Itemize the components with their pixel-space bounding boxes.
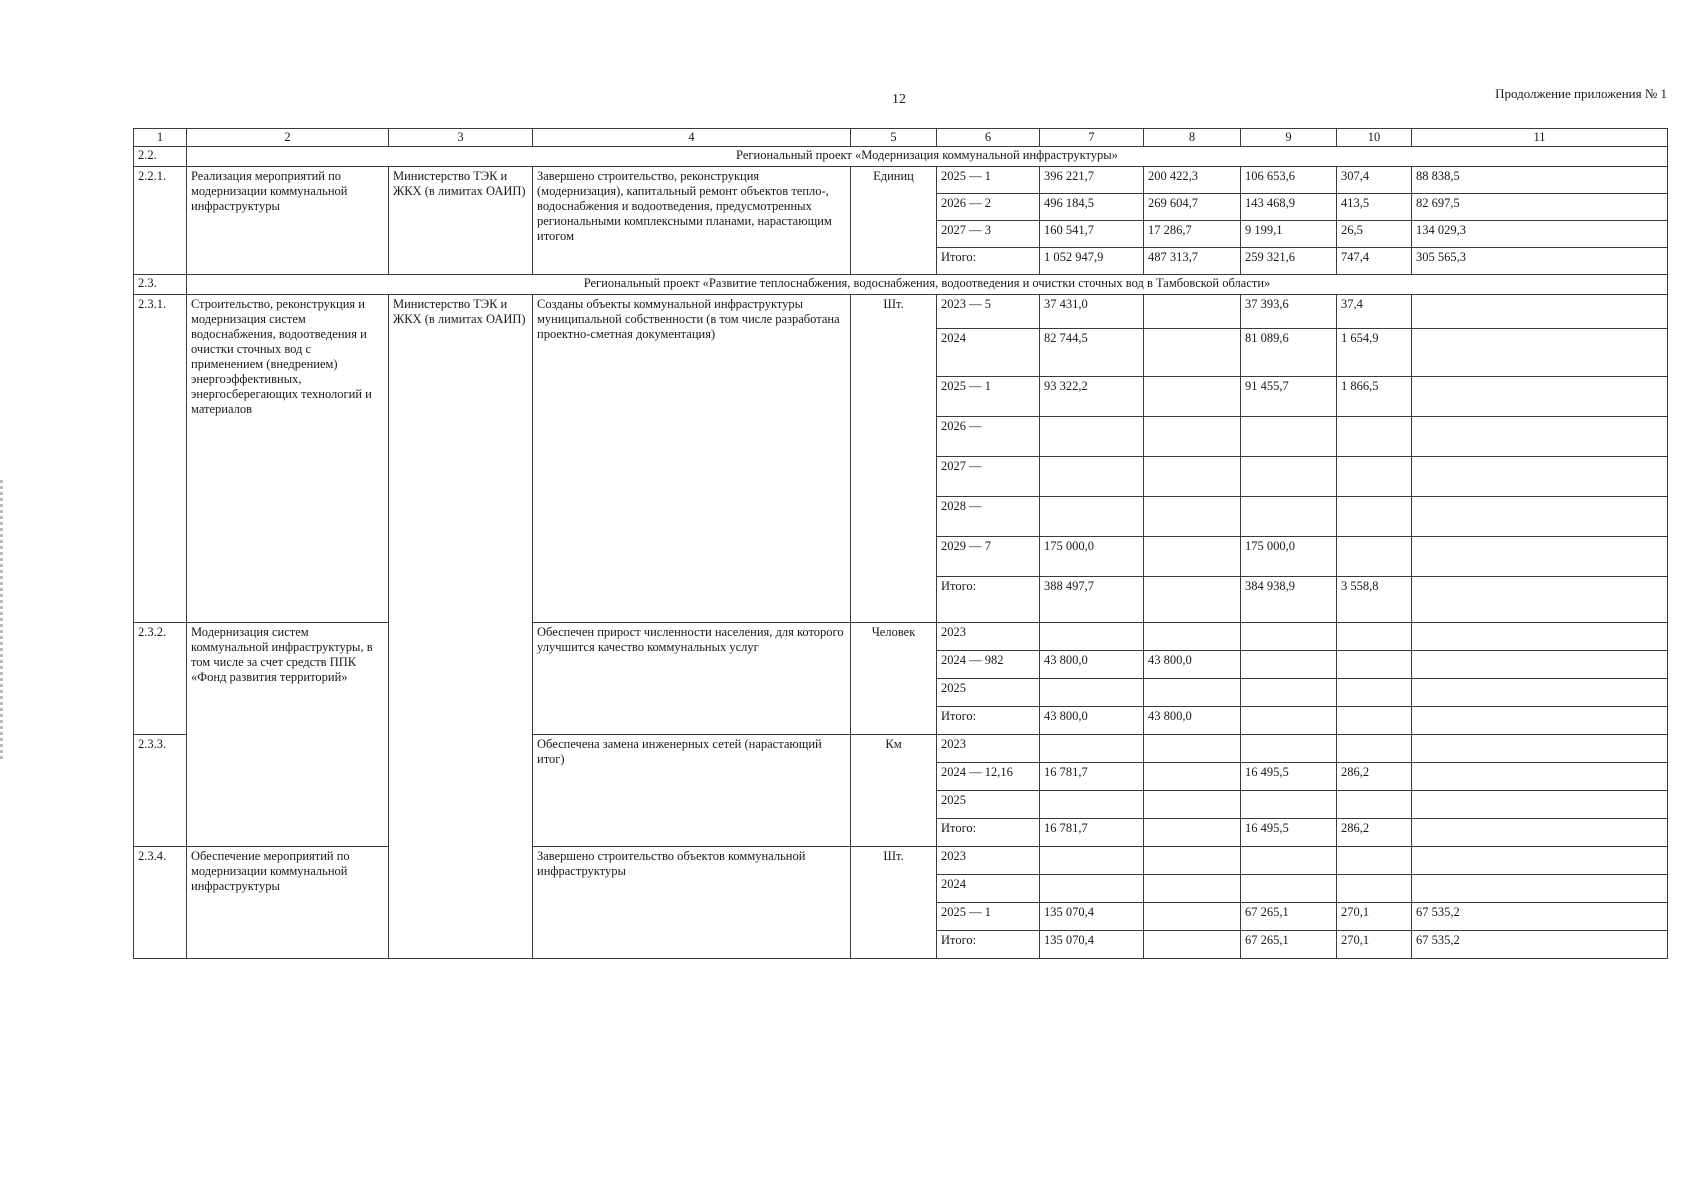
year-target-cell: 2023 bbox=[937, 847, 1040, 875]
column-number-header: 3 bbox=[389, 129, 533, 147]
funding-c7-cell: 37 431,0 bbox=[1040, 295, 1144, 329]
section-row bbox=[134, 275, 1668, 295]
funding-c10-cell bbox=[1337, 875, 1412, 903]
funding-c8-cell: 487 313,7 bbox=[1144, 248, 1241, 275]
year-target-cell: 2024 — 982 bbox=[937, 651, 1040, 679]
column-number-header: 2 bbox=[187, 129, 389, 147]
funding-c9-cell: 91 455,7 bbox=[1241, 377, 1337, 417]
funding-c9-cell bbox=[1241, 417, 1337, 457]
funding-c8-cell bbox=[1144, 417, 1241, 457]
year-target-cell: Итого: bbox=[937, 819, 1040, 847]
funding-c9-cell: 16 495,5 bbox=[1241, 819, 1337, 847]
year-target-cell: Итого: bbox=[937, 707, 1040, 735]
funding-c8-cell bbox=[1144, 903, 1241, 931]
funding-c10-cell bbox=[1337, 497, 1412, 537]
year-target-cell: 2025 — 1 bbox=[937, 167, 1040, 194]
funding-c7-cell bbox=[1040, 847, 1144, 875]
responsible-executor: Министерство ТЭК и ЖКХ (в лимитах ОАИП) bbox=[389, 167, 533, 275]
funding-c11-cell: 88 838,5 bbox=[1412, 167, 1668, 194]
year-target-cell: 2023 bbox=[937, 735, 1040, 763]
funding-c9-cell bbox=[1241, 735, 1337, 763]
funding-c11-cell: 67 535,2 bbox=[1412, 931, 1668, 959]
section-title: Региональный проект «Модернизация коммунальной инфраструктуры» bbox=[187, 147, 1668, 167]
funding-c11-cell bbox=[1412, 417, 1668, 457]
scan-edge-artifact bbox=[0, 480, 3, 760]
funding-c10-cell: 307,4 bbox=[1337, 167, 1412, 194]
funding-c9-cell bbox=[1241, 651, 1337, 679]
funding-c10-cell: 270,1 bbox=[1337, 931, 1412, 959]
activity-number: 2.3.3. bbox=[134, 735, 187, 847]
result-indicator: Созданы объекты коммунальной инфраструктуры муниципальной собственности (в том числе разработана проектно-сметная документация) bbox=[533, 295, 851, 623]
column-number-header: 1 bbox=[134, 129, 187, 147]
program-activities-table bbox=[133, 128, 1668, 959]
funding-c8-cell bbox=[1144, 457, 1241, 497]
year-target-cell: Итого: bbox=[937, 931, 1040, 959]
funding-c7-cell: 93 322,2 bbox=[1040, 377, 1144, 417]
responsible-executor: Министерство ТЭК и ЖКХ (в лимитах ОАИП) bbox=[389, 295, 533, 959]
funding-c9-cell: 143 468,9 bbox=[1241, 194, 1337, 221]
funding-c7-cell bbox=[1040, 457, 1144, 497]
funding-c10-cell: 286,2 bbox=[1337, 763, 1412, 791]
funding-c7-cell bbox=[1040, 417, 1144, 457]
year-target-cell: 2025 bbox=[937, 679, 1040, 707]
funding-c8-cell bbox=[1144, 295, 1241, 329]
funding-c11-cell bbox=[1412, 497, 1668, 537]
funding-c7-cell: 160 541,7 bbox=[1040, 221, 1144, 248]
year-target-cell: Итого: bbox=[937, 577, 1040, 623]
funding-c9-cell: 175 000,0 bbox=[1241, 537, 1337, 577]
unit-of-measure: Человек bbox=[851, 623, 937, 735]
funding-c11-cell: 67 535,2 bbox=[1412, 903, 1668, 931]
funding-c10-cell bbox=[1337, 735, 1412, 763]
funding-c8-cell bbox=[1144, 679, 1241, 707]
funding-c11-cell bbox=[1412, 735, 1668, 763]
funding-c11-cell bbox=[1412, 707, 1668, 735]
funding-c8-cell bbox=[1144, 763, 1241, 791]
funding-c10-cell bbox=[1337, 623, 1412, 651]
activity-name: Реализация мероприятий по модернизации коммунальной инфраструктуры bbox=[187, 167, 389, 275]
activity-year-row bbox=[134, 847, 1668, 875]
year-target-cell: 2023 — 5 bbox=[937, 295, 1040, 329]
column-number-header: 7 bbox=[1040, 129, 1144, 147]
funding-c11-cell bbox=[1412, 295, 1668, 329]
unit-of-measure: Единиц bbox=[851, 167, 937, 275]
funding-c10-cell: 26,5 bbox=[1337, 221, 1412, 248]
section-title: Региональный проект «Развитие теплоснабжения, водоснабжения, водоотведения и очистки сточных вод в Тамбовской области» bbox=[187, 275, 1668, 295]
activity-number: 2.3.2. bbox=[134, 623, 187, 735]
activity-year-row bbox=[134, 623, 1668, 651]
funding-c7-cell bbox=[1040, 623, 1144, 651]
activity-number: 2.3.1. bbox=[134, 295, 187, 623]
funding-c8-cell: 17 286,7 bbox=[1144, 221, 1241, 248]
funding-c7-cell: 396 221,7 bbox=[1040, 167, 1144, 194]
column-number-header: 8 bbox=[1144, 129, 1241, 147]
year-target-cell: 2023 bbox=[937, 623, 1040, 651]
result-indicator: Завершено строительство объектов коммунальной инфраструктуры bbox=[533, 847, 851, 959]
year-target-cell: Итого: bbox=[937, 248, 1040, 275]
section-number: 2.2. bbox=[134, 147, 187, 167]
unit-of-measure: Км bbox=[851, 735, 937, 847]
funding-c9-cell bbox=[1241, 457, 1337, 497]
funding-c10-cell bbox=[1337, 457, 1412, 497]
funding-c9-cell: 16 495,5 bbox=[1241, 763, 1337, 791]
funding-c8-cell bbox=[1144, 847, 1241, 875]
funding-c11-cell: 82 697,5 bbox=[1412, 194, 1668, 221]
funding-c7-cell bbox=[1040, 875, 1144, 903]
funding-c8-cell bbox=[1144, 623, 1241, 651]
activity-name: Модернизация систем коммунальной инфраструктуры, в том числе за счет средств ППК «Фонд развития территорий» bbox=[187, 623, 389, 847]
funding-c9-cell bbox=[1241, 707, 1337, 735]
funding-c7-cell bbox=[1040, 497, 1144, 537]
year-target-cell: 2025 — 1 bbox=[937, 377, 1040, 417]
funding-c9-cell bbox=[1241, 847, 1337, 875]
funding-c9-cell bbox=[1241, 875, 1337, 903]
funding-c8-cell: 43 800,0 bbox=[1144, 707, 1241, 735]
funding-c11-cell bbox=[1412, 457, 1668, 497]
column-number-header: 10 bbox=[1337, 129, 1412, 147]
funding-c10-cell: 3 558,8 bbox=[1337, 577, 1412, 623]
funding-c11-cell bbox=[1412, 577, 1668, 623]
year-target-cell: 2029 — 7 bbox=[937, 537, 1040, 577]
year-target-cell: 2024 bbox=[937, 329, 1040, 377]
year-target-cell: 2025 bbox=[937, 791, 1040, 819]
column-number-header: 9 bbox=[1241, 129, 1337, 147]
funding-c10-cell bbox=[1337, 847, 1412, 875]
column-number-header: 4 bbox=[533, 129, 851, 147]
funding-c8-cell bbox=[1144, 735, 1241, 763]
funding-c11-cell bbox=[1412, 763, 1668, 791]
funding-c10-cell bbox=[1337, 679, 1412, 707]
year-target-cell: 2024 — 12,16 bbox=[937, 763, 1040, 791]
funding-c7-cell: 16 781,7 bbox=[1040, 819, 1144, 847]
funding-c9-cell: 259 321,6 bbox=[1241, 248, 1337, 275]
funding-c8-cell bbox=[1144, 497, 1241, 537]
funding-c7-cell: 82 744,5 bbox=[1040, 329, 1144, 377]
year-target-cell: 2028 — bbox=[937, 497, 1040, 537]
funding-c9-cell: 384 938,9 bbox=[1241, 577, 1337, 623]
funding-c10-cell: 747,4 bbox=[1337, 248, 1412, 275]
funding-c7-cell: 135 070,4 bbox=[1040, 931, 1144, 959]
activity-number: 2.3.4. bbox=[134, 847, 187, 959]
activity-number: 2.2.1. bbox=[134, 167, 187, 275]
activity-name: Строительство, реконструкция и модернизация систем водоснабжения, водоотведения и очистки сточных вод с применением (внедрением) энергоэффективных, энергосберегающих технологий и материалов bbox=[187, 295, 389, 623]
funding-c11-cell bbox=[1412, 847, 1668, 875]
unit-of-measure: Шт. bbox=[851, 295, 937, 623]
funding-c9-cell bbox=[1241, 623, 1337, 651]
funding-c10-cell bbox=[1337, 417, 1412, 457]
funding-c11-cell bbox=[1412, 819, 1668, 847]
funding-c10-cell: 270,1 bbox=[1337, 903, 1412, 931]
funding-c11-cell: 134 029,3 bbox=[1412, 221, 1668, 248]
funding-c10-cell: 1 866,5 bbox=[1337, 377, 1412, 417]
funding-c9-cell bbox=[1241, 791, 1337, 819]
funding-c7-cell: 43 800,0 bbox=[1040, 707, 1144, 735]
year-target-cell: 2027 — bbox=[937, 457, 1040, 497]
funding-c8-cell bbox=[1144, 791, 1241, 819]
result-indicator: Обеспечена замена инженерных сетей (нарастающий итог) bbox=[533, 735, 851, 847]
funding-c8-cell: 269 604,7 bbox=[1144, 194, 1241, 221]
section-number: 2.3. bbox=[134, 275, 187, 295]
funding-c9-cell: 37 393,6 bbox=[1241, 295, 1337, 329]
funding-c11-cell bbox=[1412, 875, 1668, 903]
funding-c9-cell bbox=[1241, 679, 1337, 707]
funding-c8-cell: 43 800,0 bbox=[1144, 651, 1241, 679]
funding-c7-cell bbox=[1040, 679, 1144, 707]
funding-c11-cell bbox=[1412, 679, 1668, 707]
funding-c8-cell: 200 422,3 bbox=[1144, 167, 1241, 194]
year-target-cell: 2026 — bbox=[937, 417, 1040, 457]
year-target-cell: 2024 bbox=[937, 875, 1040, 903]
activity-name: Обеспечение мероприятий по модернизации коммунальной инфраструктуры bbox=[187, 847, 389, 959]
funding-c7-cell: 496 184,5 bbox=[1040, 194, 1144, 221]
section-row bbox=[134, 147, 1668, 167]
funding-c11-cell bbox=[1412, 623, 1668, 651]
funding-c7-cell: 1 052 947,9 bbox=[1040, 248, 1144, 275]
funding-c7-cell: 175 000,0 bbox=[1040, 537, 1144, 577]
column-number-header-row bbox=[134, 129, 1668, 147]
funding-c10-cell: 286,2 bbox=[1337, 819, 1412, 847]
funding-c8-cell bbox=[1144, 931, 1241, 959]
funding-c10-cell bbox=[1337, 707, 1412, 735]
activity-year-row bbox=[134, 167, 1668, 194]
funding-c8-cell bbox=[1144, 329, 1241, 377]
funding-c10-cell bbox=[1337, 651, 1412, 679]
funding-c7-cell bbox=[1040, 791, 1144, 819]
page-number: 12 bbox=[892, 92, 906, 107]
funding-c11-cell bbox=[1412, 377, 1668, 417]
funding-c11-cell bbox=[1412, 791, 1668, 819]
funding-c7-cell: 388 497,7 bbox=[1040, 577, 1144, 623]
funding-c7-cell: 43 800,0 bbox=[1040, 651, 1144, 679]
year-target-cell: 2026 — 2 bbox=[937, 194, 1040, 221]
year-target-cell: 2027 — 3 bbox=[937, 221, 1040, 248]
funding-c8-cell bbox=[1144, 819, 1241, 847]
funding-c7-cell: 135 070,4 bbox=[1040, 903, 1144, 931]
activity-year-row bbox=[134, 295, 1668, 329]
funding-c11-cell: 305 565,3 bbox=[1412, 248, 1668, 275]
unit-of-measure: Шт. bbox=[851, 847, 937, 959]
year-target-cell: 2025 — 1 bbox=[937, 903, 1040, 931]
appendix-continuation-note: Продолжение приложения № 1 bbox=[1495, 86, 1667, 101]
funding-c9-cell bbox=[1241, 497, 1337, 537]
funding-c11-cell bbox=[1412, 329, 1668, 377]
funding-c9-cell: 67 265,1 bbox=[1241, 903, 1337, 931]
funding-c11-cell bbox=[1412, 651, 1668, 679]
funding-c7-cell: 16 781,7 bbox=[1040, 763, 1144, 791]
column-number-header: 11 bbox=[1412, 129, 1668, 147]
funding-c10-cell: 37,4 bbox=[1337, 295, 1412, 329]
funding-c9-cell: 67 265,1 bbox=[1241, 931, 1337, 959]
funding-c9-cell: 106 653,6 bbox=[1241, 167, 1337, 194]
funding-c9-cell: 81 089,6 bbox=[1241, 329, 1337, 377]
column-number-header: 6 bbox=[937, 129, 1040, 147]
funding-c8-cell bbox=[1144, 537, 1241, 577]
column-number-header: 5 bbox=[851, 129, 937, 147]
funding-c10-cell bbox=[1337, 791, 1412, 819]
result-indicator: Обеспечен прирост численности населения, для которого улучшится качество коммунальных услуг bbox=[533, 623, 851, 735]
funding-c10-cell: 1 654,9 bbox=[1337, 329, 1412, 377]
funding-c8-cell bbox=[1144, 875, 1241, 903]
funding-c10-cell: 413,5 bbox=[1337, 194, 1412, 221]
funding-c8-cell bbox=[1144, 577, 1241, 623]
funding-c8-cell bbox=[1144, 377, 1241, 417]
funding-c9-cell: 9 199,1 bbox=[1241, 221, 1337, 248]
funding-c10-cell bbox=[1337, 537, 1412, 577]
funding-c11-cell bbox=[1412, 537, 1668, 577]
funding-c7-cell bbox=[1040, 735, 1144, 763]
result-indicator: Завершено строительство, реконструкция (модернизация), капитальный ремонт объектов тепло-, водоснабжения и водоотведения, предусмотренных региональными комплексными планами, нарастающим итогом bbox=[533, 167, 851, 275]
